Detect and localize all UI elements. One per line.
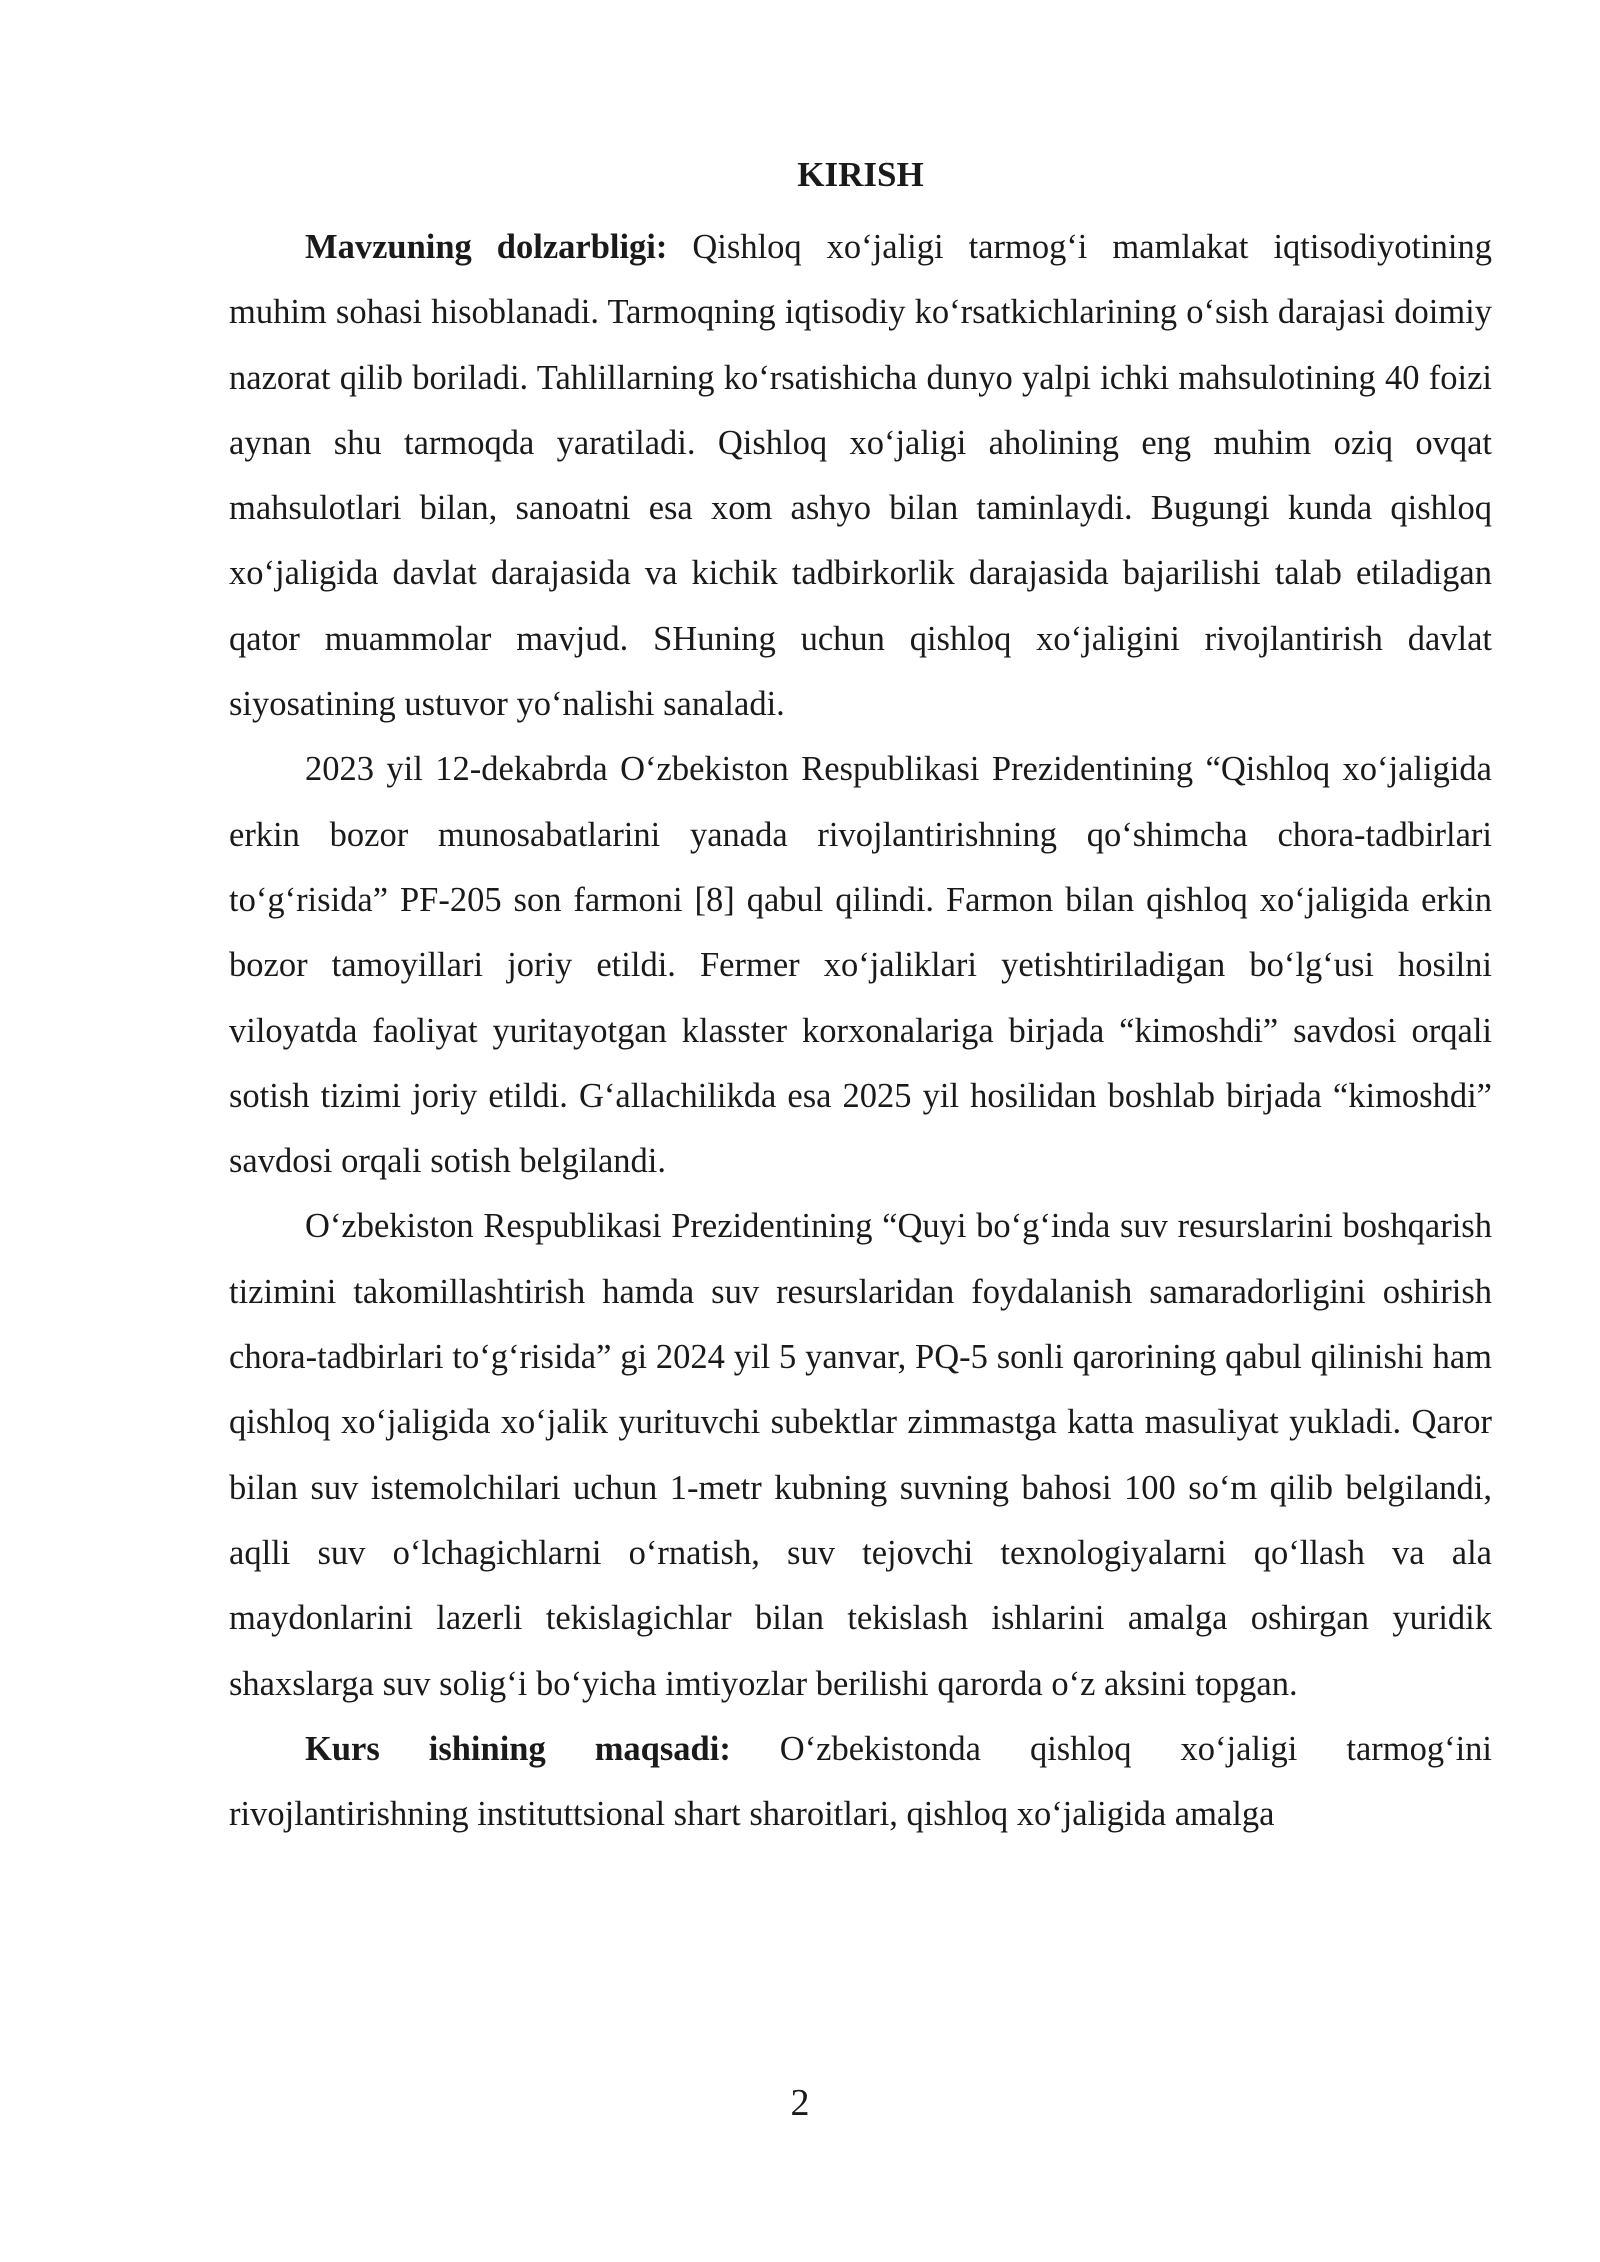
paragraph-text: O‘zbekiston Respublikasi Prezidentining “Quyi bo‘g‘inda suv resurslarini boshqarish tizimini takomillashtirish hamda suv resurslaridan foydalanish samaradorligini oshirish chora-tadbirlari to‘g‘risida” gi 2024 yil 5 yanvar, PQ-5 sonli qarorining qabul qilinishi ham qishloq xo‘jaligida xo‘jalik yurituvchi subektlar zimmastga katta masuliyat yukladi. Qaror bilan suv istemolchilari uchun 1-metr kubning suvning bahosi 100 so‘m qilib belgilandi, aqlli suv o‘lchagichlarni o‘rnatish, suv tejovchi texnologiyalarni qo‘llash va ala maydonlarini lazerli tekislagichlar bilan tekislash ishlarini amalga oshirgan yuridik shaxslarga suv solig‘i bo‘yicha imtiyozlar berilishi qarorda o‘z aksini topgan. xyxy=(229,1207,1492,1703)
paragraph-goal xyxy=(229,1717,1492,1848)
paragraph-resolution xyxy=(229,1194,1492,1716)
paragraph-lead: Kurs ishining maqsadi: xyxy=(305,1729,731,1768)
paragraph-decree xyxy=(229,737,1492,1194)
paragraph-text: O‘zbekistonda qishloq xo‘jaligi tarmog‘ini rivojlantirishning instituttsional shart sharoitlari, qishloq xo‘jaligida amalga xyxy=(229,1729,1492,1834)
section-title: KIRISH xyxy=(797,155,924,194)
paragraph-lead: Mavzuning dolzarbligi: xyxy=(305,228,668,266)
document-page xyxy=(229,150,1492,1847)
paragraph-text: Qishloq xo‘jaligi tarmog‘i mamlakat iqtisodiyotining muhim sohasi hisoblanadi. Tarmoqning iqtisodiy ko‘rsatkichlarining o‘sish darajasi doimiy nazorat qilib boriladi. Tahlillarning ko‘rsatishicha dunyo yalpi ichki mahsulotining 40 foizi aynan shu tarmoqda yaratiladi. Qishloq xo‘jaligi aholining eng muhim oziq ovqat mahsulotlari bilan, sanoatni esa xom ashyo bilan taminlaydi. Bugungi kunda qishloq xo‘jaligida davlat darajasida va kichik tadbirkorlik darajasida bajarilishi talab etiladigan qator muammolar mavjud. SHuning uchun qishloq xo‘jaligini rivojlantirish davlat siyosatining ustuvor yo‘nalishi sanaladi. xyxy=(229,228,1492,724)
page-number: 2 xyxy=(790,2082,810,2124)
paragraph-text: 2023 yil 12-dekabrda O‘zbekiston Respublikasi Prezidentining “Qishloq xo‘jaligida erkin bozor munosabatlarini yanada rivojlantirishning qo‘shimcha chora-tadbirlari to‘g‘risida” PF-205 son farmoni [8] qabul qilindi. Farmon bilan qishloq xo‘jaligida erkin bozor tamoyillari joriy etildi. Fermer xo‘jaliklari yetishtiriladigan bo‘lg‘usi hosilni viloyatda faoliyat yuritayotgan klasster korxonalariga birjada “kimoshdi” savdosi orqali sotish tizimi joriy etildi. G‘allachilikda esa 2025 yil hosilidan boshlab birjada “kimoshdi” savdosi orqali sotish belgilandi. xyxy=(229,750,1492,1181)
paragraph-relevance xyxy=(229,215,1492,737)
